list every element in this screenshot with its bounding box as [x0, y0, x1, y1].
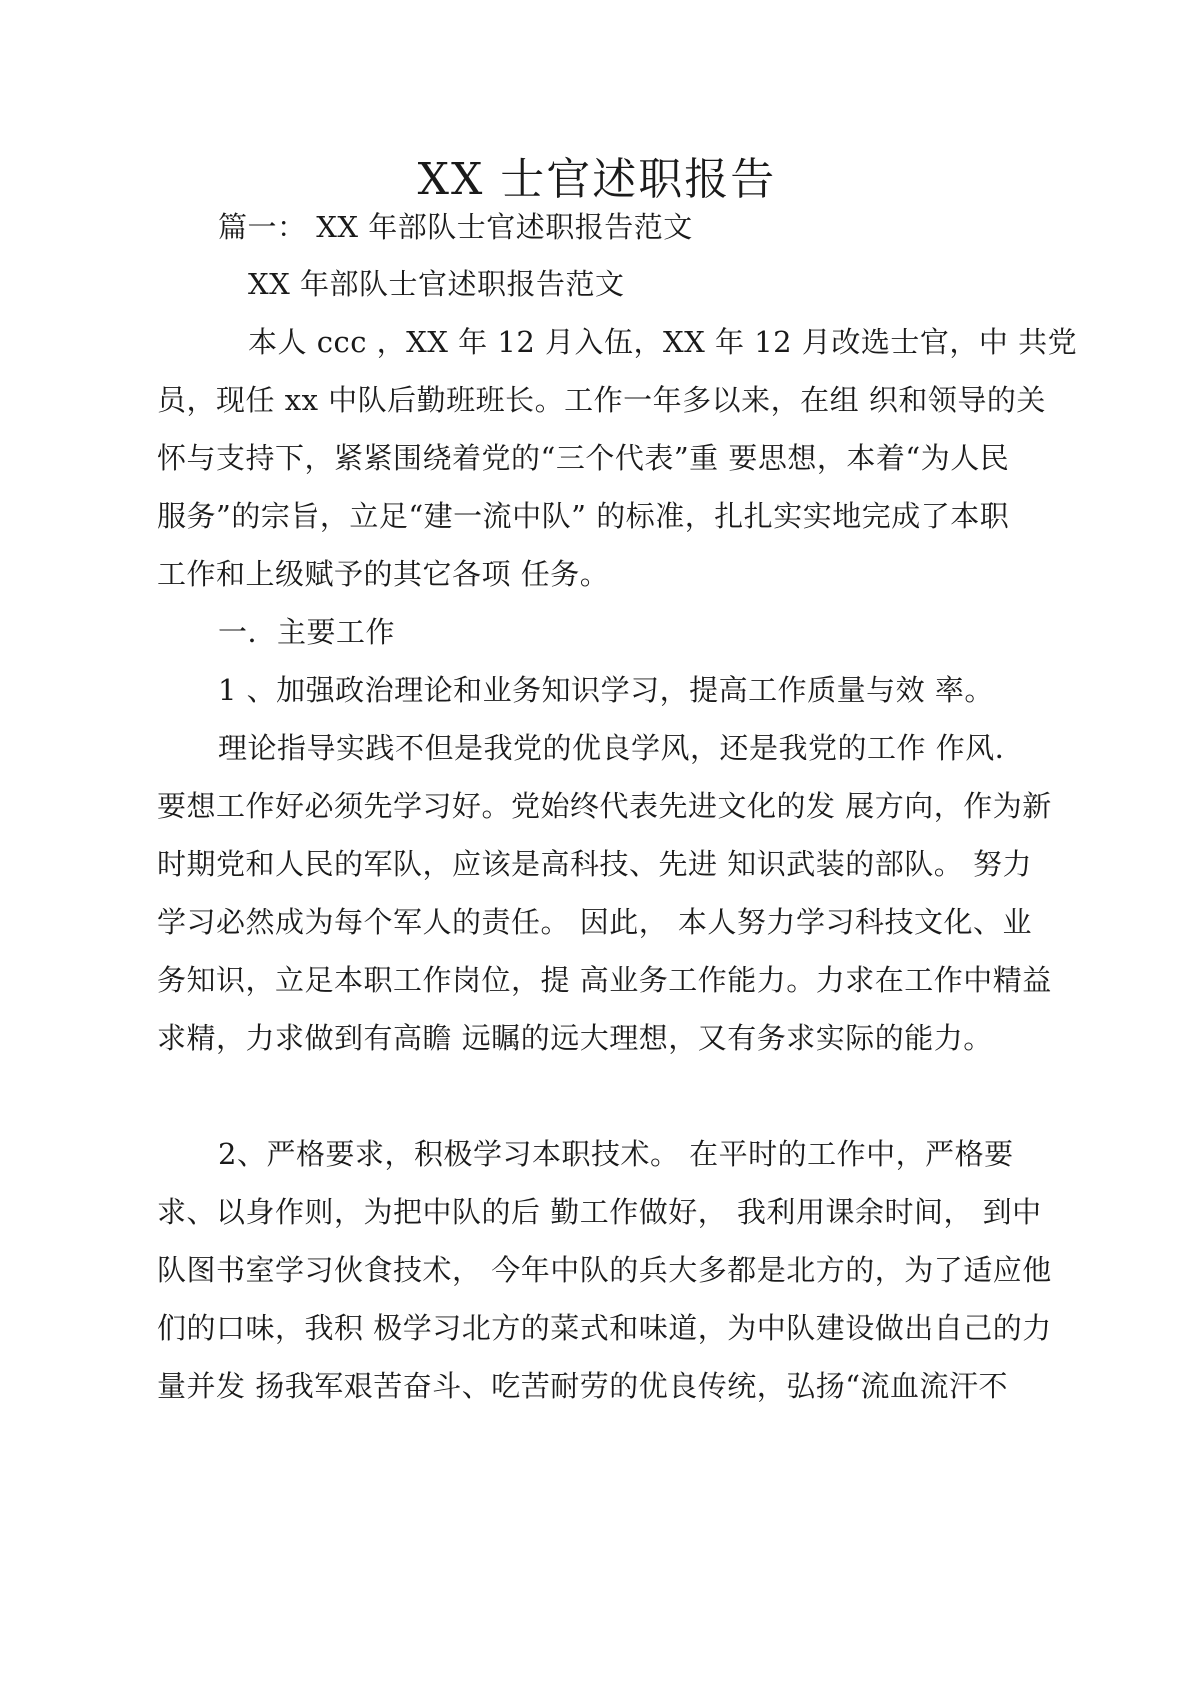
paragraph-line: 本人 ccc ，XX 年 12 月入伍，XX 年 12 月改选士官，中 共党: [248, 325, 1078, 359]
paragraph-line: 学习必然成为每个军人的责任。 因此， 本人努力学习科技文化、业: [157, 905, 1032, 939]
paragraph-line: 理论指导实践不但是我党的优良学风，还是我党的工作 作风．: [218, 731, 1025, 765]
paragraph-line: 怀与支持下，紧紧围绕着党的“三个代表”重 要思想，本着“为人民: [157, 441, 1010, 475]
paragraph-line: 2、严格要求，积极学习本职技术。 在平时的工作中，严格要: [218, 1137, 1014, 1171]
paragraph-line: 要想工作好必须先学习好。党始终代表先进文化的发 展方向，作为新: [157, 789, 1052, 823]
section-heading: 篇一： XX 年部队士官述职报告范文: [218, 210, 693, 244]
paragraph-line: 务知识，立足本职工作岗位，提 高业务工作能力。力求在工作中精益: [157, 963, 1052, 997]
paragraph-line: 服务”的宗旨，立足“建一流中队” 的标准，扎扎实实地完成了本职: [157, 499, 1010, 533]
section-heading: 一．主要工作: [218, 615, 396, 649]
subtitle: XX 年部队士官述职报告范文: [248, 267, 625, 301]
paragraph-line: 量并发 扬我军艰苦奋斗、吃苦耐劳的优良传统，弘扬“流血流汗不: [157, 1369, 1009, 1403]
paragraph-line: 求、以身作则，为把中队的后 勤工作做好， 我利用课余时间， 到中: [157, 1195, 1042, 1229]
paragraph-line: 工作和上级赋予的其它各项 任务。: [157, 557, 610, 591]
paragraph-line: 员，现任 xx 中队后勤班班长。工作一年多以来，在组 织和领导的关: [157, 383, 1046, 417]
subsection-heading: 1 、加强政治理论和业务知识学习，提高工作质量与效 率。: [218, 673, 994, 707]
paragraph-line: 时期党和人民的军队，应该是高科技、先进 知识武装的部队。 努力: [157, 847, 1032, 881]
paragraph-line: 求精，力求做到有高瞻 远瞩的远大理想，又有务求实际的能力。: [157, 1021, 993, 1055]
paragraph-line: 们的口味，我积 极学习北方的菜式和味道，为中队建设做出自己的力: [157, 1311, 1052, 1345]
document-title: XX 士官述职报告: [417, 154, 777, 205]
paragraph-line: 队图书室学习伙食技术， 今年中队的兵大多都是北方的，为了适应他: [157, 1253, 1052, 1287]
